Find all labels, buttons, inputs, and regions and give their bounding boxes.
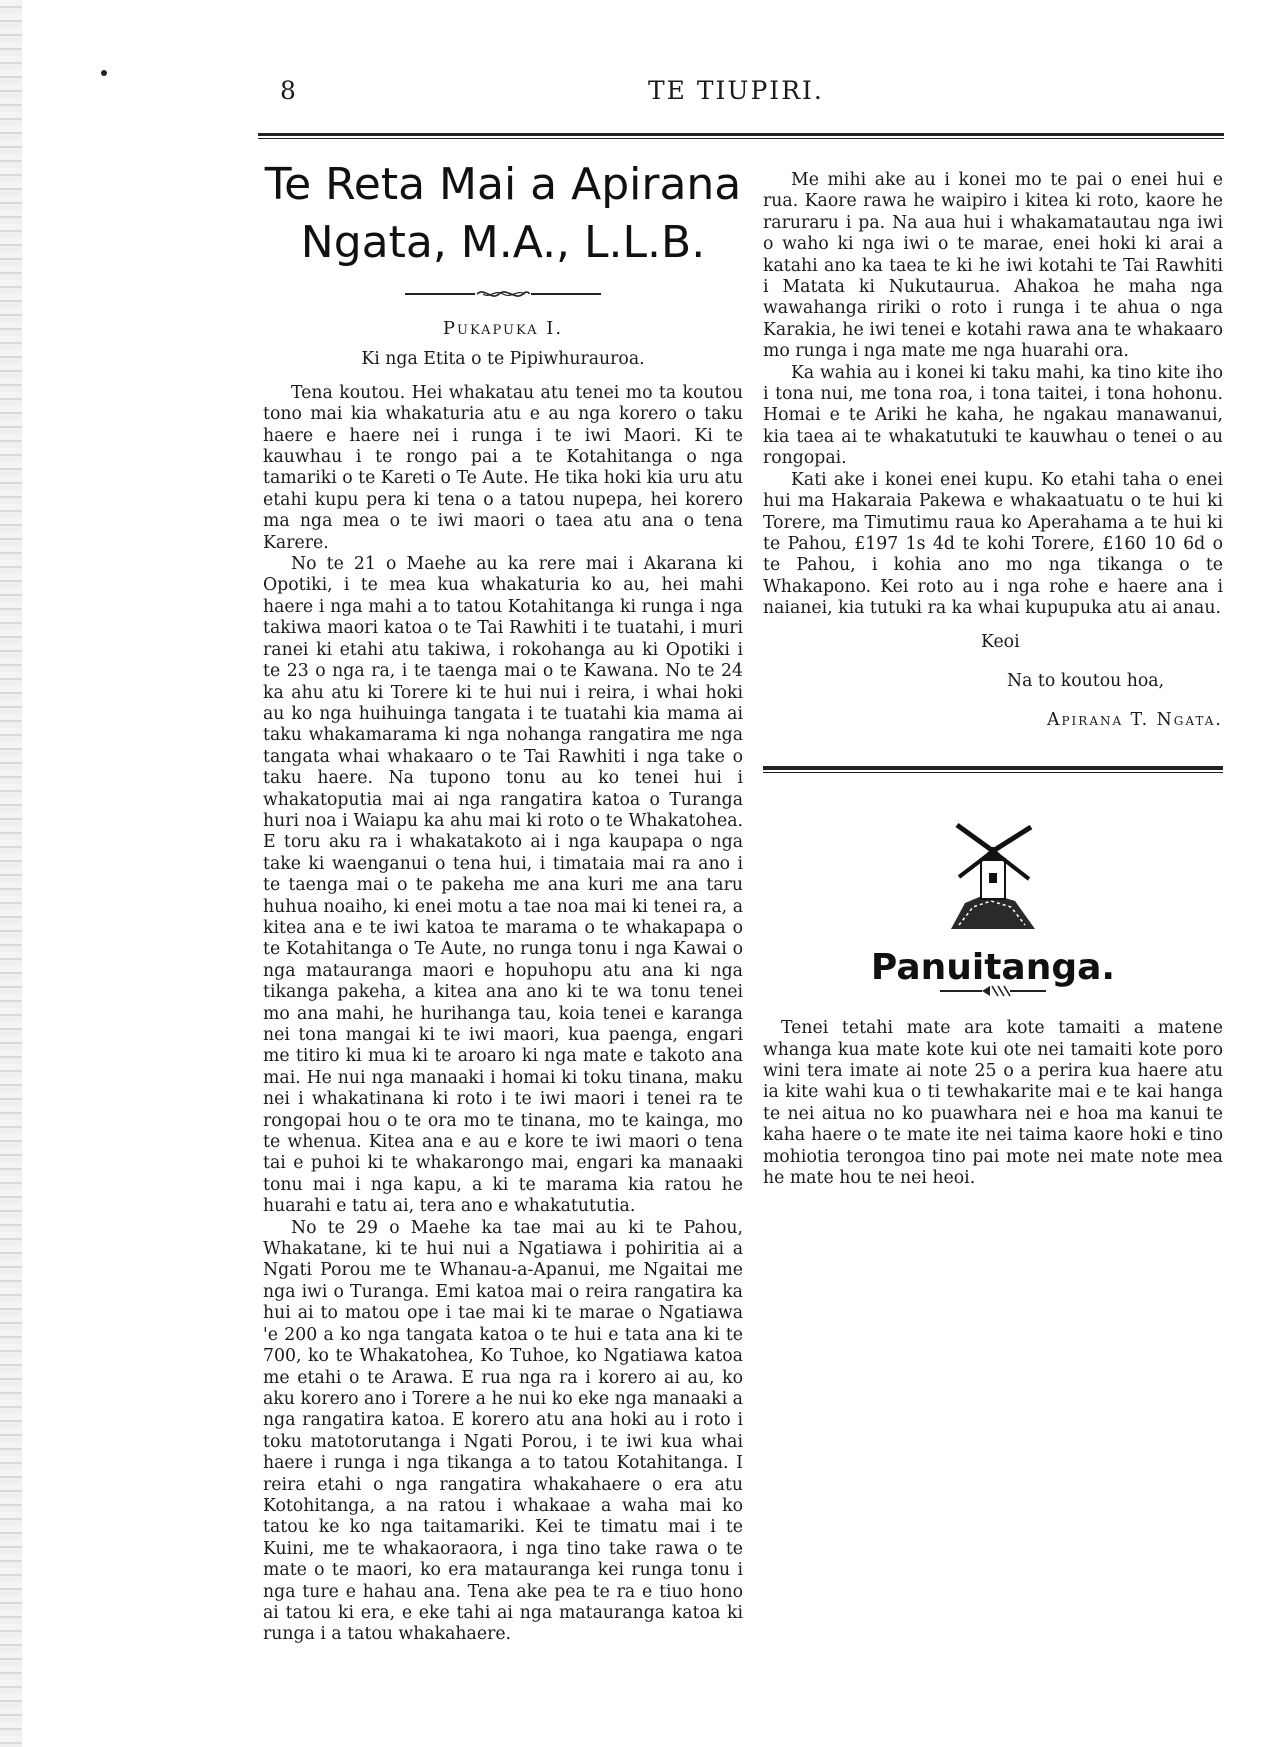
addressee: Ki nga Etita o te Pipiwhurauroa.: [361, 349, 645, 370]
letter-paragraph: Me mihi ake au i konei mo te pai o enei hui e rua. Kaore rawa he waipiro i kitea ki roto, kaore he raruraru i pa. Na aua hui i whakamatautau nga iwi o waho ki nga iwi o te marae, enei hoki ki arai a katahi ano ka taea te ki he iwi kotahi te Tai Rawhiti i Matata ki Nukutaurua. Ahakoa he maha nga wawahanga ririki o roto i runga i te ahua o nga Karakia, he iwi tenei e kotahi rawa ana te whakaaro mo runga i nga mate me nga huarahi ora.: [763, 170, 1223, 362]
notice-body: Tenei tetahi mate ara kote tamaiti a matene whanga kua mate kote kui ote nei tamaiti kote poro wini tera imate ai note 25 o a perira kua haere atu ia kite wahi kua o ti tewhakarite mai e te kai hanga te nei aitua no ko puawhara nei e hoa ma kanui te kaha haere o te mate ite nei taima kaore hoki e tino mohiotia terongoa tino pai mote nei mate note mea he mate hou te nei heoi.: [763, 1018, 1223, 1188]
letter-salutation: Na to koutou hoa,: [1007, 670, 1165, 691]
right-column: [763, 170, 1223, 1189]
page-number: 8: [280, 76, 296, 105]
windmill-icon: [945, 821, 1041, 931]
section-heading: Pukapuka I.: [442, 318, 564, 339]
letter-paragraph: Ka wahia au i konei ki taku mahi, ka tino kite iho i tona nui, me tona roa, i tona taitei, i tona hohonu. Homai e te Ariki he kaha, he ngakau manawanui, kia taea ai te whakatutuki te kauwhau o tenei o au rongopai.: [763, 362, 1223, 469]
letter-paragraph: Kati ake i konei enei kupu. Ko etahi taha o enei hui ma Hakaraia Pakewa e whakaatuatu o te hui ki Torere, ma Timutimu raua ko Aperahama a te hui ki te Pahou, £197 1s 4d te kohi Torere, £160 10 6d o te Pahou, i kohia ano mo nga tikanga o te Whakapono. Kei roto au i nga rohe e haere ana i naianei, kia tutuki ra ka whai kupupuka atu ai anau.: [763, 469, 1223, 619]
letter-paragraph: No te 29 o Maehe ka tae mai au ki te Pahou, Whakatane, ki te hui nui a Ngatiawa i pohiritia ai a Ngati Porou me te Whanau-a-Apanui, me Ngaitai me nga iwi o Turanga. Emi katoa mai o reira rangatira ka hui ai to matou ope i tae mai ki te marae o Ngatiawa 'e 200 a ko nga tangata katoa o te hui e tata ana ki te 700, ko te Whakatohea, Ko Tuhoe, ko Ngatiawa katoa me etahi o te Arawa. E rua nga ra i korero ai au, ko aku korero ano i Torere a he nui ko eke nga manaaki a nga rangatira katoa. E korero atu ana hoki au i roto i toku matotorutanga i Ngati Porou, i te iwi kua whai haere i runga i nga tikanga a to tatou Kotahitanga. I reira etahi o nga rangatira whakahaere o era atu Kotohitanga, a na ratou i whakaae a waha mai ko tatou ke ko nga taitamariki. Kei te timatu mai i te Kuini, me te whakaoraora, i nga tino take rawa o te mate o te maori, ko era matauranga kei runga tonu i nga ture e hahau ana. Tena ake pea te ra e tiuo hono ai tatou ki era, e eke tahi ai nga matauranga katoa ki runga i a tatou whakahaere.: [263, 1217, 743, 1645]
notice-title: Panuitanga.: [870, 946, 1116, 988]
ornamental-rule: [263, 286, 743, 302]
header-rule: [258, 133, 1224, 139]
letter-closing: Keoi: [981, 631, 1020, 652]
letter-signature: Apirana T. Ngata.: [1047, 710, 1223, 731]
letter-paragraph: Tena koutou. Hei whakatau atu tenei mo ta koutou tono mai kia whakaturia atu e au nga korero o taku haere e haere nei i runga i te iwi Maori. Ki te kauwhau i te rongo pai a te Kotahitanga o nga tamariki o te Kareti o Te Aute. He tika hoki kia uru atu etahi kupu pera ki tena o a tatou nupepa, hei korero ma nga mea o te iwi maori o taea atu ana o tena Karere.: [263, 382, 743, 553]
ink-dot: [101, 70, 107, 76]
page-edge: [0, 0, 22, 1747]
scroll-ornament-icon: [475, 286, 531, 302]
left-column: [263, 156, 743, 1646]
letter-title: [263, 156, 743, 272]
letter-paragraph: No te 21 o Maehe au ka rere mai i Akarana ki Opotiki, i te mea kua whakaturia ko au, hei mahi haere i nga mahi a to tatou Kotahitanga ki runga i nga takiwa maori katoa o te Tai Rawhiti i te tuatahi, i muri ranei ki etahi atu takiwa, i rokohanga au ki Opotiki i te 23 o nga ra, i te taenga mai o te Kawana. No te 24 ka ahu atu ki Torere ki te hui nui i reira, i whai hoki au ko nga huihuinga tangata i te tuatahi kia mama ai taku whakamarama ki nga nohanga rangatira me nga tangata whai whakaaro o te Tai Rawhiti i nga take o taku haere. Na tupono tonu au ko tenei hui i whakatoputia mai ai nga rangatira katoa o Turanga huri noa i Waiapu ka ahu mai ki roto o te Whakatohea. E toru aku ra i whakatakoto ai i nga kaupapa o nga take ki waenganui o tena hui, i timataia mai ra ano i te taenga mai o te pakeha me ana kuri me ana taru huhua noaiho, ki enei motu a tae noa mai ki tenei ra, a kitea ana e te iwi katoa te marama o te whakapapa o te Kotahitanga o Te Aute, no runga tonu i nga Kawai o nga matauranga maori e hopuhopu atu ana ki nga tikanga pakeha, a kitea ana ano ki te wa tonu tenei mo ana mahi, he hurihanga tau, koia tenei e karanga nei tona mangai ki te iwi maori, kua paenga, engari me titiro ki mua ki te aroaro ki nga mate e takoto ana mai. He nui nga manaaki i homai ki toku tinana, maku nei i whakatinana ki roto i te iwi maori i tenei ra te rongopai hou o te ora mo te tinana, mo te kainga, mo te whenua. Kitea ana e au e kore te iwi maori o tena tai e puhoi ki te whakarongo mai, engari ka manaaki tonu mai i nga kapu, a ki te marama kia ratou he huarahi e tatu ai, tera ano e whakatututia.: [263, 554, 743, 1217]
running-title: TE TIUPIRI.: [648, 76, 824, 105]
section-divider: [763, 766, 1223, 773]
letter-title-line1: Te Reta Mai a Apirana: [264, 159, 742, 210]
letter-title-line2: Ngata, M.A., L.L.B.: [300, 217, 706, 268]
